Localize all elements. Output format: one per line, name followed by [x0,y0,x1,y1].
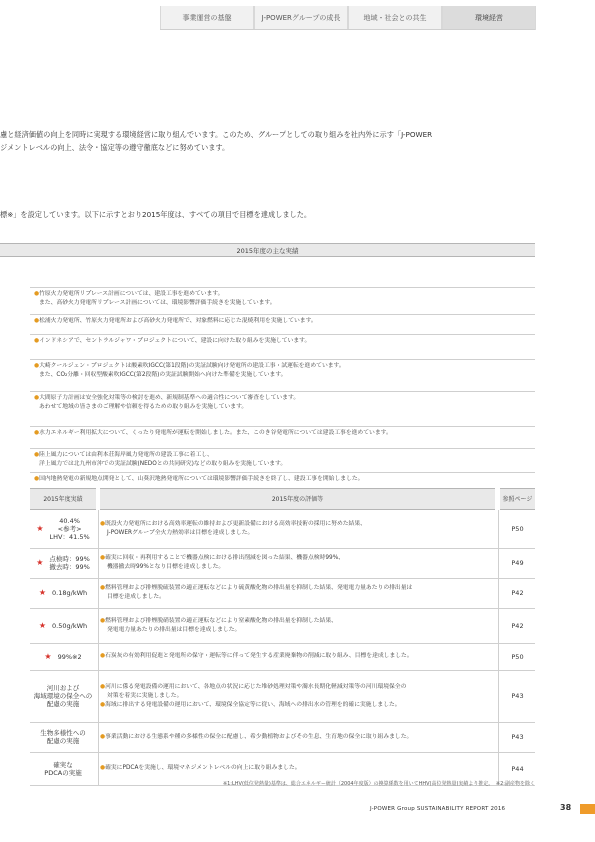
column-divider [98,752,99,785]
evaluation-line [100,652,495,661]
evaluation-text: 石炭灰の有効利用促進と発電所の保守・運転等に伴って発生する産業廃棄物の削減に取り組み、目標を達成しました。 [105,653,413,659]
reference-page-link[interactable]: P50 [511,525,524,533]
table2-header-achievement: 2015年度実績 [30,488,96,510]
evaluation-text: 燃料管理および排煙脱硫装置の適正運転などにより硫黄酸化物の排出量を抑制した結果、発電電力量あたりの排出量は [105,585,413,591]
column-divider [498,643,499,670]
evaluation-text: 既設火力発電所における高効率運転の維持および更新設備における高効率技術の採用に努めた結果、 [105,521,366,527]
table1-row-text: 大間原子力計画は安全強化対策等の検討を進め、新規制基準への適合性について審査をしています。 [39,395,300,401]
evaluation-cell [100,608,495,643]
result-cell [30,608,96,643]
table2-row [30,670,535,723]
tab-business-foundation[interactable]: 事業運営の基盤 [160,6,254,30]
bullet-icon: ● [100,733,106,740]
reference-page-link[interactable]: P50 [511,652,524,661]
table2-row [30,643,535,671]
table1-row [30,448,535,472]
intro-paragraph-2 [0,208,560,221]
evaluation-text: 河川に係る発電設備の運用において、各地点の状況に応じた堆砂処理対策や濁水長期化軽減対策等の河川環境保全の [105,683,407,690]
result-cell [30,752,96,785]
evaluation-line [100,520,495,529]
evaluation-text: 機器撤去時99%となり目標を達成しました。 [107,564,225,570]
evaluation-text: 海域に排出する発電設備の運用において、環境保全協定等に従い、海域への排出水の管理を的確に実施しました。 [105,701,401,708]
bullet-icon: ● [100,521,106,527]
tab-environmental-management[interactable]: 環境経営 [442,6,536,30]
evaluation-text: J-POWERグループ全火力熱効率は目標を達成しました。 [107,530,254,536]
bullet-icon: ● [100,653,106,659]
evaluation-text: 事業活動における生態系や種の多様性の保全に配慮し、希少動植物およびその生息、生育地の保全に取り組みました。 [105,733,413,740]
table1-row [30,391,535,426]
evaluation-cell [100,548,495,578]
table1-row-line [34,475,535,484]
column-divider [498,510,499,548]
result-value: 確実な PDCAの実施 [44,760,82,777]
reference-page-link[interactable]: P49 [511,559,524,567]
result-value: 0.18g/kWh [52,589,88,597]
reference-page-link[interactable]: P43 [511,692,524,700]
bullet-icon: ● [100,617,106,624]
table2-header-evaluation: 2015年度の評価等 [100,488,495,510]
column-divider [498,548,499,578]
tab-divider [160,29,535,30]
column-divider [98,548,99,578]
evaluation-cell [100,510,495,548]
table1-row-line: あわせて地域の皆さまのご理解や信頼を得るための取り組みを実施しています。 [39,404,248,410]
table1-row [30,314,535,334]
column-divider [98,643,99,670]
table1-row [30,287,535,314]
result-value: 生物多様性への 配慮の実施 [40,729,86,745]
bullet-icon: ● [34,338,40,344]
evaluation-line [100,733,495,742]
result-cell [30,578,96,608]
result-value: 点検時：99% 撤去時：99% [49,555,90,571]
footnotes: ※1:LHV(低位発熱量)基準は、総合エネルギー統計（2004年度版）の換算係数を用いてHHV(高位発熱量)実績より推定。 ※2:副産物を除く [222,781,535,787]
result-cell [30,510,96,548]
evaluation-line [100,554,495,563]
reference-page-link[interactable]: P43 [511,733,524,741]
result-value: 河川および 海域環境の保全への 配慮の実施 [33,684,93,708]
column-divider [98,608,99,643]
result-cell [30,670,96,722]
table1-row-line [34,290,535,299]
page-accent-bar [580,804,595,814]
result-value: 0.50g/kWh [52,621,88,630]
bullet-icon: ● [100,765,106,771]
report-title: J-POWER Group SUSTAINABILITY REPORT 2016 [370,806,506,812]
table1-row-text: インドネシアで、セントラルジャワ・プロジェクトについて、建設に向けた取り組みを実施しています。 [39,338,311,344]
evaluation-line [100,701,495,710]
table1-row-line [34,362,535,371]
column-divider [498,722,499,752]
evaluation-line [100,563,495,572]
bullet-icon: ● [100,585,106,591]
bullet-icon: ● [34,318,40,324]
evaluation-text: 確実にPDCAを実施し、環境マネジメントレベルの向上に取り組みました。 [105,765,301,771]
evaluation-line [100,626,495,635]
table2-row [30,578,535,609]
table1-row [30,359,535,391]
table2-row [30,722,535,753]
intro-paragraph [0,128,560,154]
evaluation-line [100,692,495,701]
evaluation-text: 燃料管理および排煙脱硝装置の適正運転などにより窒素酸化物の排出量を抑制した結果、 [105,617,337,624]
table1-row-line: 洋上風力では北九州市沖での実証試験(NEDOとの共同研究)などの取り組みを実施しています。 [39,461,287,467]
star-icon: ★ [36,558,44,567]
result-cell [30,548,96,578]
evaluation-line [100,584,495,593]
intro-line-1: 慮と経済価値の向上を同時に実現する環境経営に取り組んでいます。このため、グループとしての取り組みを社内外に示す「J-POWER [0,130,433,139]
star-icon: ★ [38,620,47,630]
evaluation-cell [100,578,495,608]
table2-row [30,510,535,549]
tab-group-growth[interactable]: J-POWERグループの成長 [254,6,348,30]
table1-row-line [34,451,535,460]
table1-row-text: 大崎クールジェン・プロジェクトは酸素吹IGCC(第1段階)の実証試験向け発電所の建設工事・試運転を進めています。 [39,363,345,369]
result-value: 40.4% <参考> LHV：41.5% [49,517,90,541]
evaluation-cell [100,643,495,670]
column-divider [98,578,99,608]
bullet-icon: ● [34,395,40,401]
column-divider [498,670,499,722]
table1-row-text: 国内地熱発電の新規地点開発として、山葵沢地熱発電所については環境影響評価手続きを終了し、建設工事を開始しました。 [39,476,364,482]
evaluation-text: 確実に回収・再利用することで機器点検における排出削減を図った結果、機器点検時99%、 [105,555,345,561]
table2-row [30,608,535,644]
evaluation-line [100,529,495,538]
star-icon: ★ [44,651,52,661]
table2-row [30,548,535,579]
evaluation-cell [100,670,495,722]
table1-row [30,334,535,359]
evaluation-text: 対策を着実に実施しました。 [107,692,183,699]
evaluation-line [100,617,495,626]
table2-header-ref: 参照ページ [500,488,535,510]
column-divider [98,722,99,752]
evaluation-cell [100,722,495,752]
column-divider [98,510,99,548]
column-divider [498,608,499,643]
star-icon: ★ [38,588,47,597]
bullet-icon: ● [34,452,40,458]
table1-row-line: また、CO₂分離・回収型酸素吹IGCC(第2段階)の実証試験開始へ向けた準備を実施しています。 [39,372,287,378]
bullet-icon: ● [100,683,106,690]
table1-row-line [34,337,535,346]
top-nav-tabs [160,0,535,30]
evaluation-line [100,683,495,692]
table1-row [30,426,535,448]
table1-row-line [34,429,535,438]
reference-page-link[interactable]: P42 [511,589,524,597]
column-divider [98,670,99,722]
evaluation-line [100,593,495,602]
reference-page-link[interactable]: P42 [511,621,524,630]
evaluation-text: 目標を達成しました。 [107,594,165,600]
bullet-icon: ● [34,430,40,436]
bullet-icon: ● [34,291,40,297]
reference-page-link[interactable]: P44 [511,764,524,773]
table1-row-text: 竹原火力発電所リプレース計画については、建設工事を進めています。 [39,291,224,297]
table1-row-line [34,394,535,403]
page-number: 38 [560,803,572,812]
bullet-icon: ● [100,701,106,708]
bullet-icon: ● [34,476,40,482]
table1-row-text: 陸上風力については由利本荘海岸風力発電所の建設工事に着工し、 [39,452,213,458]
result-cell [30,643,96,670]
table1-header: 2015年度の主な実績 [0,243,535,257]
intro-line-2: ジメントレベルの向上、法令・協定等の遵守徹底などに努めています。 [0,143,230,152]
table1-row-line: また、高砂火力発電所リプレース計画については、環境影響評価手続きを実施しています。 [39,300,276,306]
bullet-icon: ● [100,555,106,561]
tab-community[interactable]: 地域・社会との共生 [348,6,442,30]
column-divider [498,578,499,608]
bullet-icon: ● [34,363,40,369]
table1-row-line [34,317,535,326]
evaluation-line [100,764,495,773]
table1-row [30,472,535,486]
evaluation-text: 発電電力量あたりの排出量は目標を達成しました。 [107,626,241,633]
table1-row-text: 松浦火力発電所、竹原火力発電所および高砂火力発電所で、対象燃料に応じた混焼利用を実施しています。 [39,318,317,324]
intro-line-3: 標※」を設定しています。以下に示すとおり2015年度は、すべての項目で目標を達成しました。 [0,210,312,219]
result-cell [30,722,96,752]
table1-row-text: 水力エネルギー利用拡大について、くったり発電所が運転を開始しました。また、このき谷発電所については建設工事を進めています。 [39,430,392,436]
result-value: 99%※2 [57,652,82,661]
star-icon: ★ [36,524,44,533]
